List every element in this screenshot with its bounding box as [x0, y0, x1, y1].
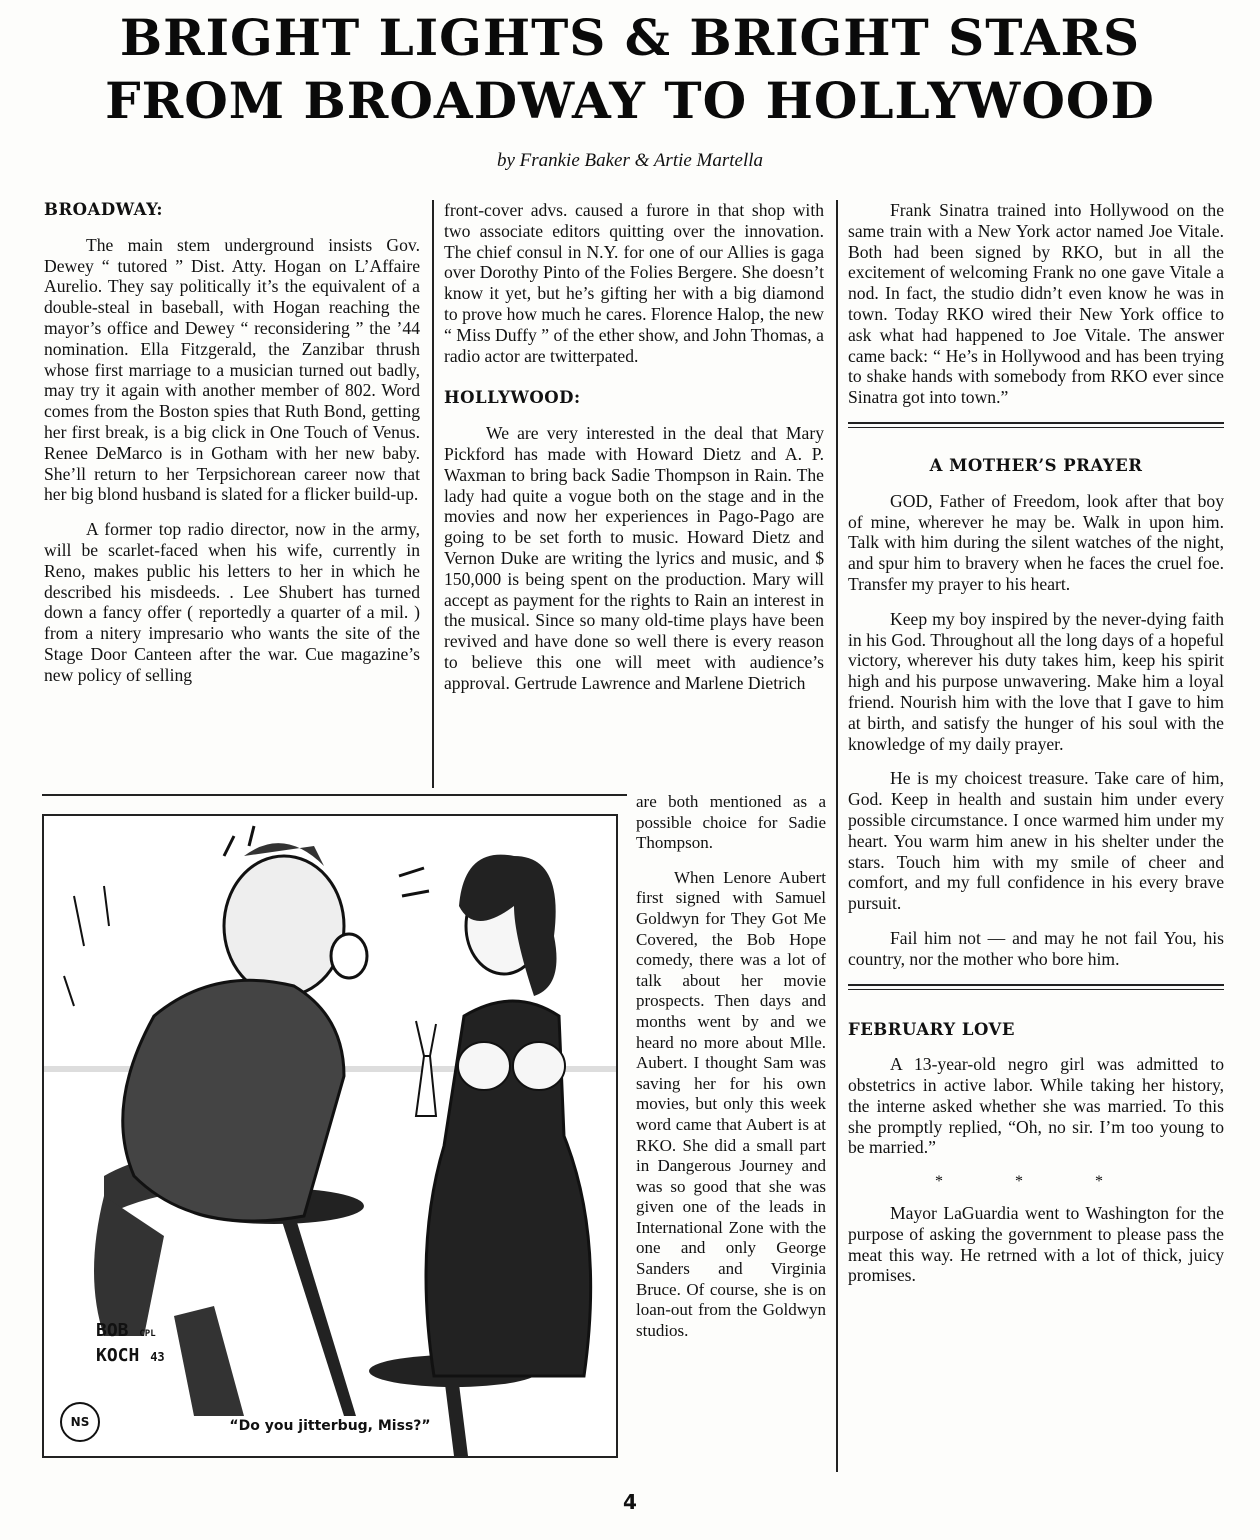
column-broadway: [44, 200, 420, 700]
broadway-paragraph-2: A former top radio director, now in the army, will be scarlet-faced when his wife, currently in Reno, makes public his letters to her in which he described his misdeeds. . Lee Shubert has turned down a fancy offer ( reportedly a quarter of a mil. ) from a nitery impresario who wants the site of the Stage Door Canteen after the war. Cue magazine’s new policy of selling: [44, 519, 420, 685]
prayer-paragraph-4: Fail him not — and may he not fail You, his country, nor the mother who bore him.: [848, 927, 1224, 969]
cartoon-illustration: [42, 814, 618, 1458]
prayer-paragraph-3: He is my choicest treasure. Take care of him, God. Keep in health and sustain him under every possible circumstance. I once warmed him under my heart. You warm him anew in his shelter under the stars. Touch him with my smile of cheer and comfort, and my full confidence in his every brave pursuit.: [848, 768, 1224, 914]
signature-name-first: BOB: [96, 1320, 129, 1341]
cartoon-caption: “Do you jitterbug, Miss?”: [229, 1418, 431, 1434]
signature-name-last: KOCH: [96, 1345, 140, 1366]
column-rule-2: [836, 200, 838, 1472]
broadway-paragraph-3: front-cover advs. caused a furore in that shop with two associate editors quitting over the innovation. The chief consul in N.Y. for one of our Allies is gaga over Dorothy Pinto of the Folies Bergere. She doesn’t know it yet, but he’s gifting her with a big diamond to prove how much he cares. Florence Halop, the new “ Miss Duffy ” of the ether show, and John Thomas, a radio actor are twitterpated.: [444, 200, 824, 366]
column-right: [848, 200, 1224, 1300]
headline-line-1: BRIGHT LIGHTS & BRIGHT STARS: [119, 8, 1141, 67]
column-middle-narrow: [636, 792, 826, 1355]
section-heading-february: FEBRUARY LOVE: [848, 1019, 1015, 1039]
section-heading-hollywood: HOLLYWOOD:: [444, 388, 581, 408]
cartoon-top-rule: [42, 794, 627, 796]
prayer-paragraph-1: GOD, Father of Freedom, look after that boy of mine, wherever he may be. Walk in upon him. Talk with him during the silent watches of the night, and spur him to bravery when he faces the cruel foe. Transfer my prayer to his heart.: [848, 490, 1224, 594]
hollywood-paragraph-1: We are very interested in the deal that Mary Pickford has made with Howard Dietz and A. P. Waxman to bring back Sadie Thompson in Rain. The lady had quite a vogue both on the stage and in the movies and now her experiences in Pago-Pago are going to be set forth to music. Howard Dietz and Vernon Duke are writing the lyrics and music, and $ 150,000 is being spent on the production. Mary will accept as payment for the rights to Rain an interest in the musical. Since so many old-time plays have been revived and have done so well there is every reason to believe this one will meet with audience’s approval. Gertrude Lawrence and Marlene Dietrich: [444, 423, 824, 693]
section-divider-2: [848, 984, 1224, 986]
section-heading-prayer: A MOTHER’S PRAYER: [929, 455, 1143, 475]
hollywood-paragraph-3: Frank Sinatra trained into Hollywood on the same train with a New York actor named Joe Vitale. Both had been signed by RKO, but in all the excitement of welcoming Frank no one gave Vitale a nod. In fact, the studio didn’t even know he was in town. Today RKO wired their New York office to ask what had happened to Joe Vitale. The answer came back: “ He’s in Hollywood and has been trying to shake hands with somebody from RKO ever since Sinatra got into town.”: [848, 200, 1224, 408]
hollywood-paragraph-2: When Lenore Aubert first signed with Samuel Goldwyn for They Got Me Covered, the Bob Hope comedy, there was a lot of talk about her movie prospects. Then days and months went by and we heard no more about Mlle. Aubert. I thought Sam was saving her for his own movies, but only this week word came that Aubert is at RKO. She did a small part in Dangerous Journey and was so good that she was given one of the leads in International Zone with the one and only George Sanders and Virginia Bruce. Of course, she is on loan-out from the Goldwyn studios.: [636, 867, 826, 1340]
section-divider-1: [848, 422, 1224, 424]
column-rule-1: [432, 200, 434, 788]
broadway-paragraph-1: The main stem underground insists Gov. Dewey “ tutored ” Dist. Atty. Hogan on L’Affaire Aurelio. They say politically it’s the equivalent of a double-steal in baseball, with Hogan reaching the mayor’s office and Dewey “ reconsidering ” the ’44 nomination. Ella Fitzgerald, the Zanzibar thrush whose first marriage to a musician turned out badly, may try it again with another member of 802. Word comes from the Boston spies that Ruth Bond, getting her first break, is a big click in One Touch of Venus. Renee DeMarco is in Gotham with her new baby. She’ll return to her Terpsichorean career now that her big blond husband is slated for a flicker build-up.: [44, 234, 420, 505]
headline: [0, 8, 1260, 134]
signature-year: 43: [150, 1350, 165, 1364]
artist-signature: [96, 1320, 165, 1368]
headline-line-2: FROM BROADWAY TO HOLLYWOOD: [105, 71, 1155, 130]
section-stars: * * *: [935, 1173, 1137, 1191]
syndicate-logo: NS: [60, 1402, 100, 1442]
february-paragraph-1: A 13-year-old negro girl was admitted to obstetrics in active labor. While taking her history, the interne asked whether she was married. To this she promptly replied, “Oh, no sir. I’m too young to be married.”: [848, 1054, 1224, 1158]
hollywood-paragraph-1-continued: are both mentioned as a possible choice for Sadie Thompson.: [636, 792, 826, 853]
february-paragraph-2: Mayor LaGuardia went to Washington for the purpose of asking the government to please pass the meat this way. He retrned with a lot of thick, juicy promises.: [848, 1203, 1224, 1286]
page-number: 4: [623, 1490, 637, 1514]
column-middle: [444, 200, 824, 708]
signature-rank: CPL: [139, 1329, 156, 1339]
byline: by Frankie Baker & Artie Martella: [496, 150, 764, 171]
section-heading-broadway: BROADWAY:: [44, 200, 163, 219]
prayer-paragraph-2: Keep my boy inspired by the never-dying faith in his God. Throughout all the long days of a hopeful victory, wherever his duty takes him, keep his spirit high and his purpose unwavering. Make him a loyal friend. Nourish him with the love that I gave to him at birth, and satisfy the hunger of his soul with the knowledge of my daily prayer.: [848, 608, 1224, 754]
